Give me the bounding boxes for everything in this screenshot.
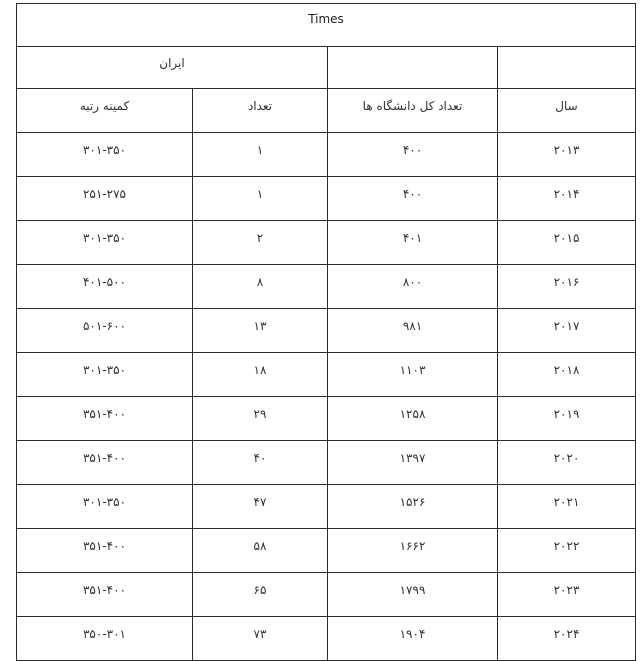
cell-count: ۱۸ <box>193 353 328 397</box>
cell-min-rank: ۳۵۰-۳۰۱ <box>17 617 193 661</box>
empty-group-cell <box>498 47 636 89</box>
cell-min-rank: ۴۰۱-۵۰۰ <box>17 265 193 309</box>
cell-min-rank: ۵۰۱-۶۰۰ <box>17 309 193 353</box>
table-row <box>17 309 636 353</box>
cell-count: ۴۰ <box>193 441 328 485</box>
table-row <box>17 177 636 221</box>
cell-count: ۲ <box>193 221 328 265</box>
cell-year: ۲۰۲۰ <box>498 441 636 485</box>
cell-year: ۲۰۲۳ <box>498 573 636 617</box>
cell-total-universities: ۴۰۰ <box>328 177 498 221</box>
cell-total-universities: ۸۰۰ <box>328 265 498 309</box>
cell-count: ۱ <box>193 177 328 221</box>
cell-year: ۲۰۲۱ <box>498 485 636 529</box>
cell-count: ۱۳ <box>193 309 328 353</box>
table-title: Times <box>17 4 636 47</box>
cell-total-universities: ۴۰۰ <box>328 133 498 177</box>
cell-min-rank: ۲۵۱-۲۷۵ <box>17 177 193 221</box>
table-row <box>17 573 636 617</box>
cell-min-rank: ۳۰۱-۳۵۰ <box>17 353 193 397</box>
empty-group-cell <box>328 47 498 89</box>
cell-year: ۲۰۱۹ <box>498 397 636 441</box>
cell-year: ۲۰۱۴ <box>498 177 636 221</box>
cell-total-universities: ۱۲۵۸ <box>328 397 498 441</box>
header-year: سال <box>498 89 636 133</box>
cell-year: ۲۰۱۵ <box>498 221 636 265</box>
cell-min-rank: ۳۰۱-۳۵۰ <box>17 221 193 265</box>
cell-total-universities: ۹۸۱ <box>328 309 498 353</box>
cell-total-universities: ۱۹۰۴ <box>328 617 498 661</box>
cell-count: ۶۵ <box>193 573 328 617</box>
cell-year: ۲۰۱۶ <box>498 265 636 309</box>
cell-year: ۲۰۱۸ <box>498 353 636 397</box>
table-row <box>17 617 636 661</box>
table-row <box>17 529 636 573</box>
cell-count: ۲۹ <box>193 397 328 441</box>
table-row <box>17 265 636 309</box>
cell-min-rank: ۳۵۱-۴۰۰ <box>17 529 193 573</box>
cell-total-universities: ۴۰۱ <box>328 221 498 265</box>
cell-count: ۷۳ <box>193 617 328 661</box>
cell-min-rank: ۳۰۱-۳۵۰ <box>17 133 193 177</box>
table-row <box>17 133 636 177</box>
table-row <box>17 221 636 265</box>
cell-min-rank: ۳۰۱-۳۵۰ <box>17 485 193 529</box>
cell-year: ۲۰۱۳ <box>498 133 636 177</box>
header-min-rank: کمینه رتبه <box>17 89 193 133</box>
cell-year: ۲۰۲۴ <box>498 617 636 661</box>
cell-min-rank: ۳۵۱-۴۰۰ <box>17 397 193 441</box>
header-total-universities: تعداد کل دانشگاه ها <box>328 89 498 133</box>
cell-year: ۲۰۲۲ <box>498 529 636 573</box>
cell-min-rank: ۳۵۱-۴۰۰ <box>17 441 193 485</box>
table-row <box>17 485 636 529</box>
cell-min-rank: ۳۵۱-۴۰۰ <box>17 573 193 617</box>
table-row <box>17 441 636 485</box>
header-count: تعداد <box>193 89 328 133</box>
cell-total-universities: ۱۵۲۶ <box>328 485 498 529</box>
cell-count: ۴۷ <box>193 485 328 529</box>
cell-count: ۸ <box>193 265 328 309</box>
ranking-table <box>16 3 636 661</box>
group-header-iran: ایران <box>17 47 328 89</box>
cell-total-universities: ۱۷۹۹ <box>328 573 498 617</box>
cell-total-universities: ۱۱۰۳ <box>328 353 498 397</box>
cell-count: ۵۸ <box>193 529 328 573</box>
cell-year: ۲۰۱۷ <box>498 309 636 353</box>
table-row <box>17 397 636 441</box>
cell-count: ۱ <box>193 133 328 177</box>
cell-total-universities: ۱۶۶۲ <box>328 529 498 573</box>
cell-total-universities: ۱۳۹۷ <box>328 441 498 485</box>
table-row <box>17 353 636 397</box>
